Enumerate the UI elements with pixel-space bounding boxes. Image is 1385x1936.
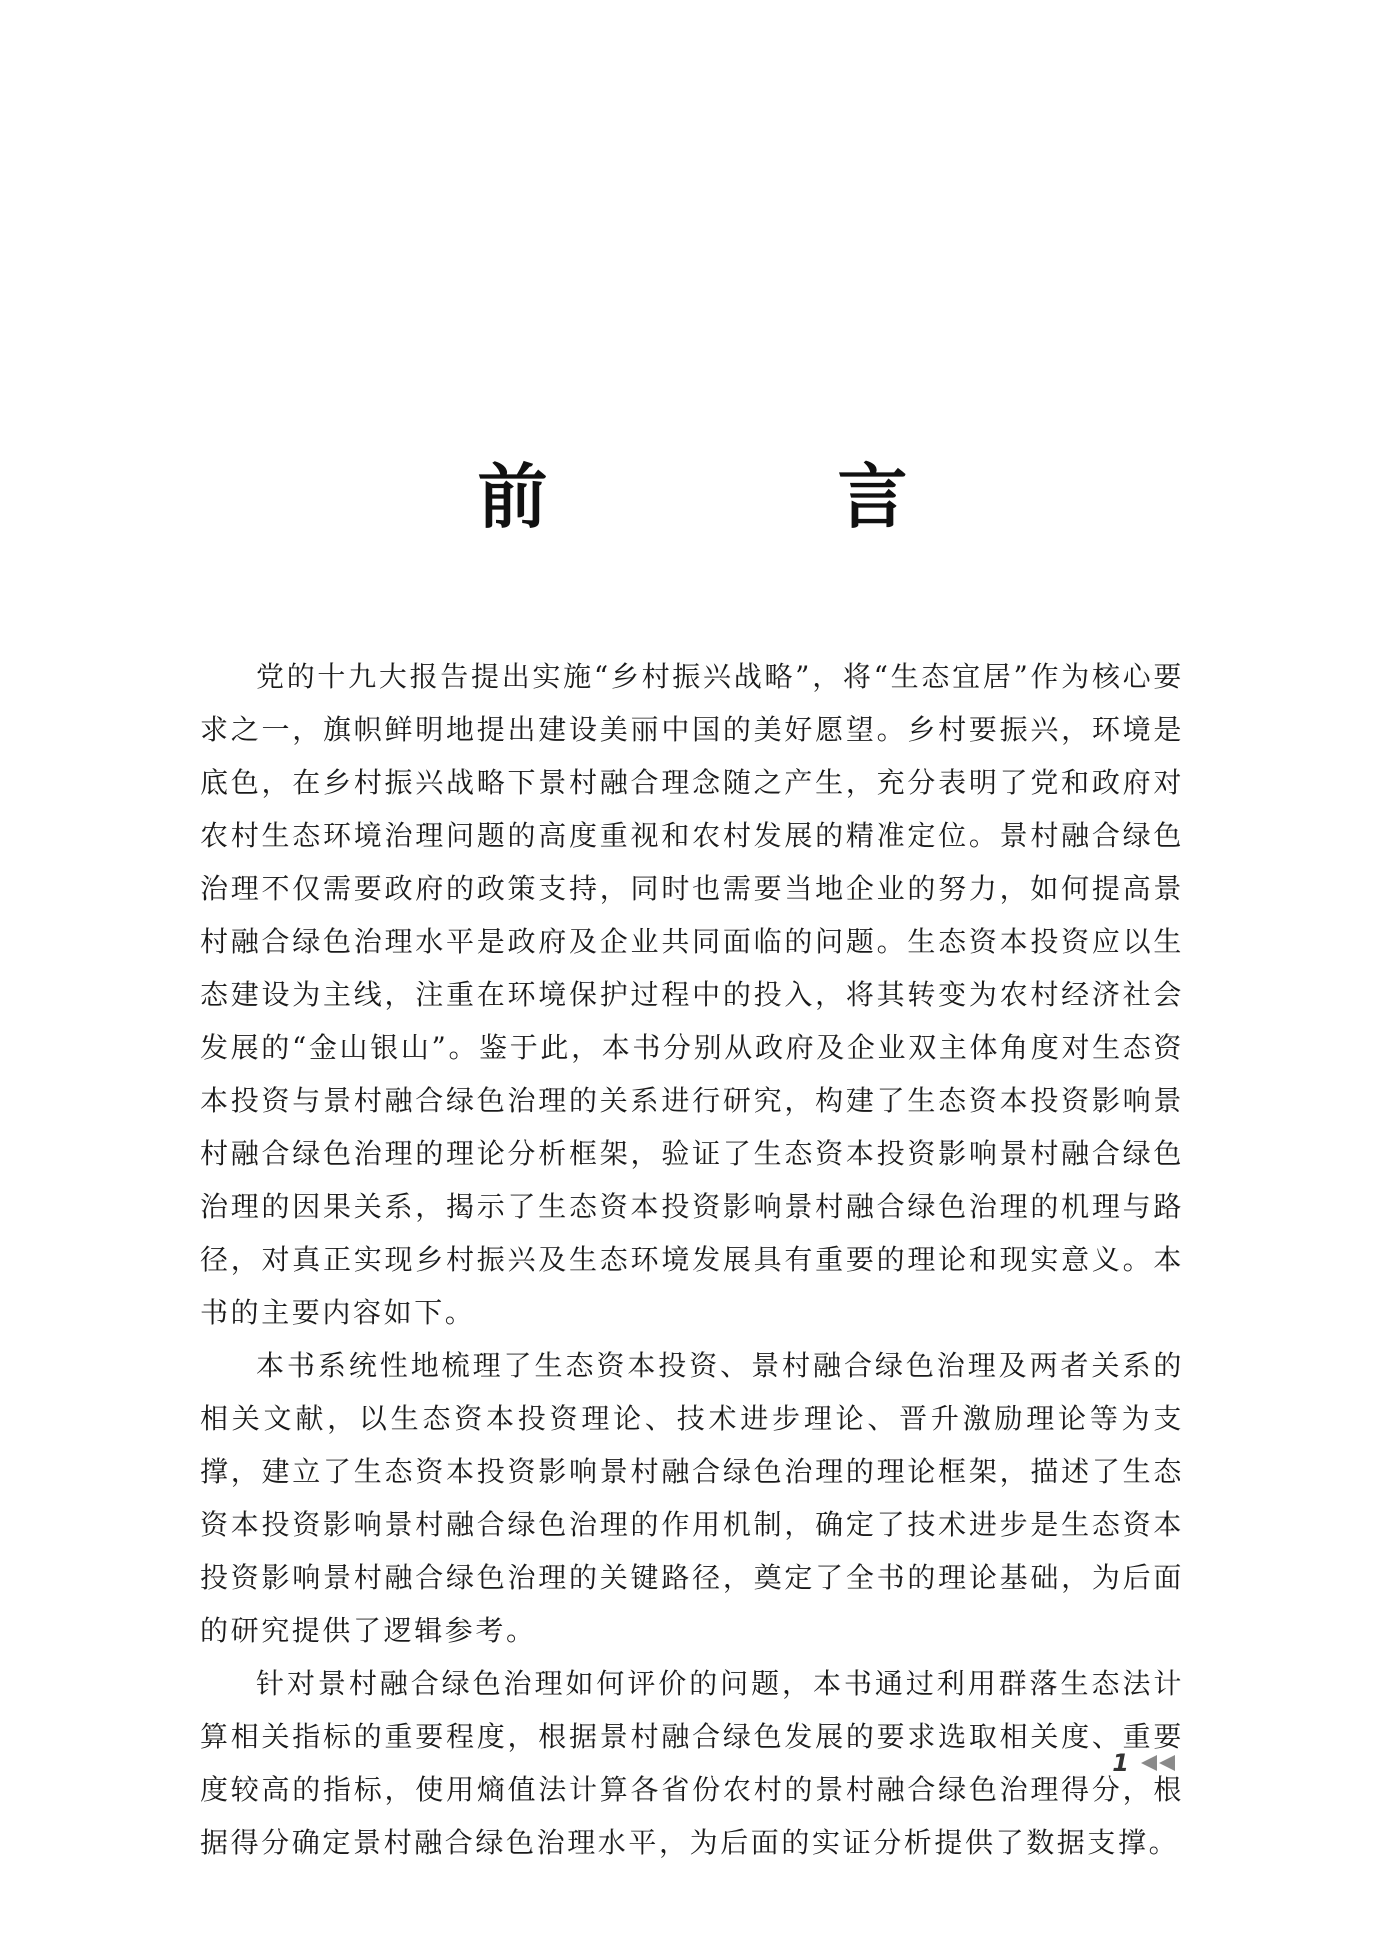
page-title: 前 言 [477,454,1018,538]
paragraph-2: 本书系统性地梳理了生态资本投资、景村融合绿色治理及两者关系的相关文献，以生态资本投资理论、技术进步理论、晋升激励理论等为支撑，建立了生态资本投资影响景村融合绿色治理的理论框架，描述了生态资本投资影响景村融合绿色治理的作用机制，确定了技术进步是生态资本投资影响景村融合绿色治理的关键路径，奠定了全书的理论基础，为后面的研究提供了逻辑参考。 [200,1349,1184,1647]
preface-body [200,650,1184,1869]
double-left-arrow-icon [1139,1754,1177,1772]
paragraph-3: 针对景村融合绿色治理如何评价的问题，本书通过利用群落生态法计算相关指标的重要程度，根据景村融合绿色发展的要求选取相关度、重要度较高的指标，使用熵值法计算各省份农村的景村融合绿色治理得分，根据得分确定景村融合绿色治理水平，为后面的实证分析提供了数据支撑。 [200,1667,1184,1859]
page-number: 1 [1112,1749,1129,1777]
page-footer [1112,1748,1177,1778]
paragraph-1: 党的十九大报告提出实施“乡村振兴战略”，将“生态宜居”作为核心要求之一，旗帜鲜明地提出建设美丽中国的美好愿望。乡村要振兴，环境是底色，在乡村振兴战略下景村融合理念随之产生，充分表明了党和政府对农村生态环境治理问题的高度重视和农村发展的精准定位。景村融合绿色治理不仅需要政府的政策支持，同时也需要当地企业的努力，如何提高景村融合绿色治理水平是政府及企业共同面临的问题。生态资本投资应以生态建设为主线，注重在环境保护过程中的投入，将其转变为农村经济社会发展的“金山银山”。鉴于此，本书分别从政府及企业双主体角度对生态资本投资与景村融合绿色治理的关系进行研究，构建了生态资本投资影响景村融合绿色治理的理论分析框架，验证了生态资本投资影响景村融合绿色治理的因果关系，揭示了生态资本投资影响景村融合绿色治理的机理与路径，对真正实现乡村振兴及生态环境发展具有重要的理论和现实意义。本书的主要内容如下。 [200,660,1184,1329]
